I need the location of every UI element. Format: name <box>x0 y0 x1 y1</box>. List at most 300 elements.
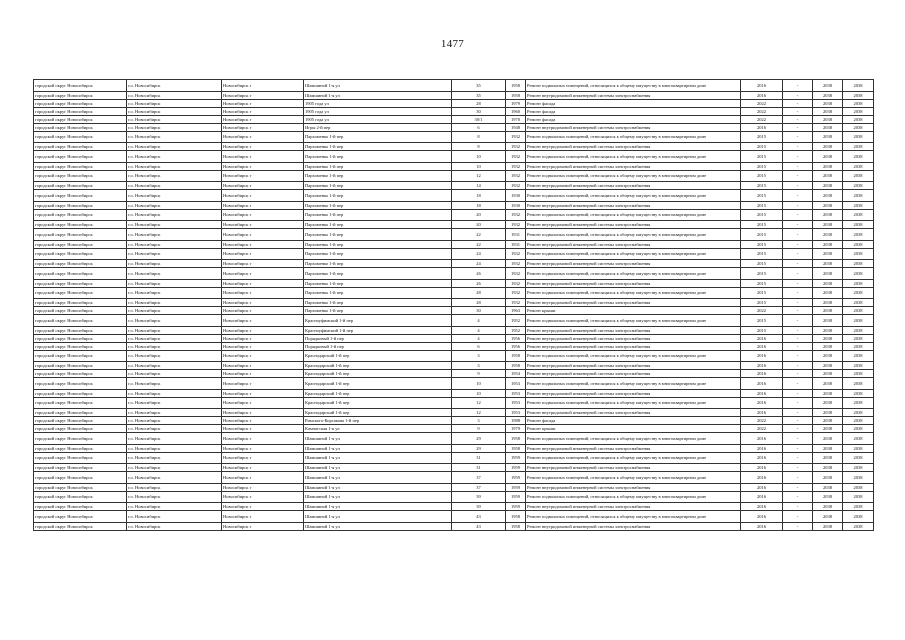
year-cell-a: 2038 <box>813 115 843 123</box>
house-number-cell: 26 <box>452 279 506 287</box>
build-year-cell: 1959 <box>506 483 526 491</box>
house-number-cell: 4 <box>452 315 506 327</box>
city-cell: Новосибирск г <box>222 209 304 221</box>
year-cell-b: 2038 <box>843 190 874 202</box>
street-cell: Краснодарский 1-й пер <box>304 350 452 362</box>
plan-year-cell: 2015 <box>741 201 783 209</box>
table-row <box>34 279 874 287</box>
build-year-cell: 1963 <box>506 307 526 315</box>
work-type-cell: Ремонт подвальных помещений, относящихся к общему имуществу в многоквартирном доме <box>526 350 741 362</box>
municipality-cell: городской округ Новосибирск <box>34 362 127 370</box>
dash-cell: - <box>783 209 813 221</box>
city-cell: Новосибирск г <box>222 433 304 445</box>
year-cell-b: 2038 <box>843 268 874 280</box>
municipality-cell: городской округ Новосибирск <box>34 209 127 221</box>
city-cell: Новосибирск г <box>222 397 304 409</box>
street-cell: 1905 года ул <box>304 107 452 115</box>
year-cell-a: 2038 <box>813 433 843 445</box>
municipality-cell: городской округ Новосибирск <box>34 268 127 280</box>
year-cell-b: 2038 <box>843 248 874 260</box>
build-year-cell: 1932 <box>506 151 526 163</box>
house-number-cell: 24 <box>452 248 506 260</box>
work-type-cell: Ремонт внутридомовой инженерной системы электроснабжения <box>526 260 741 268</box>
street-cell: Пархоменко 1-й пер <box>304 131 452 143</box>
municipality-cell: городской округ Новосибирск <box>34 182 127 190</box>
city-cell: Новосибирск г <box>222 342 304 350</box>
year-cell-a: 2038 <box>813 279 843 287</box>
city-cell: Новосибирск г <box>222 378 304 390</box>
table-row <box>34 433 874 445</box>
year-cell-b: 2038 <box>843 91 874 99</box>
street-cell: Шамшиной 1-я ул <box>304 433 452 445</box>
build-year-cell: 1959 <box>506 503 526 511</box>
work-type-cell: Ремонт подвальных помещений, относящихся к общему имуществу в многоквартирном доме <box>526 151 741 163</box>
city-cell: Новосибирск г <box>222 131 304 143</box>
settlement-cell: г.о. Новосибирск <box>127 80 222 92</box>
plan-year-cell: 2015 <box>741 209 783 221</box>
settlement-cell: г.о. Новосибирск <box>127 452 222 464</box>
dash-cell: - <box>783 362 813 370</box>
street-cell: Порядковый 1-й пер <box>304 334 452 342</box>
year-cell-a: 2038 <box>813 299 843 307</box>
settlement-cell: г.о. Новосибирск <box>127 287 222 299</box>
work-type-cell: Ремонт внутридомовой инженерной системы электроснабжения <box>526 464 741 472</box>
settlement-cell: г.о. Новосибирск <box>127 389 222 397</box>
build-year-cell: 1948 <box>506 123 526 131</box>
table-row <box>34 229 874 241</box>
municipality-cell: городской округ Новосибирск <box>34 279 127 287</box>
settlement-cell: г.о. Новосибирск <box>127 190 222 202</box>
work-type-cell: Ремонт крыши <box>526 425 741 433</box>
city-cell: Новосибирск г <box>222 143 304 151</box>
work-type-cell: Ремонт внутридомовой инженерной системы электроснабжения <box>526 162 741 170</box>
city-cell: Новосибирск г <box>222 260 304 268</box>
house-number-cell: 12 <box>452 409 506 417</box>
city-cell: Новосибирск г <box>222 472 304 484</box>
house-number-cell: 39 <box>452 503 506 511</box>
build-year-cell: 1932 <box>506 287 526 299</box>
year-cell-a: 2038 <box>813 350 843 362</box>
municipality-cell: городской округ Новосибирск <box>34 409 127 417</box>
settlement-cell: г.о. Новосибирск <box>127 334 222 342</box>
page-number: 1477 <box>440 38 465 50</box>
plan-year-cell: 2016 <box>741 378 783 390</box>
dash-cell: - <box>783 444 813 452</box>
table-row <box>34 131 874 143</box>
table-row <box>34 260 874 268</box>
settlement-cell: г.о. Новосибирск <box>127 240 222 248</box>
settlement-cell: г.о. Новосибирск <box>127 417 222 425</box>
table-row <box>34 107 874 115</box>
work-type-cell: Ремонт внутридомовой инженерной системы электроснабжения <box>526 182 741 190</box>
settlement-cell: г.о. Новосибирск <box>127 151 222 163</box>
street-cell: Пархоменко 1-й пер <box>304 260 452 268</box>
street-cell: Краснодарский 1-й пер <box>304 378 452 390</box>
work-type-cell: Ремонт внутридомовой инженерной системы электроснабжения <box>526 91 741 99</box>
municipality-cell: городской округ Новосибирск <box>34 491 127 503</box>
table-row <box>34 472 874 484</box>
city-cell: Новосибирск г <box>222 123 304 131</box>
city-cell: Новосибирск г <box>222 307 304 315</box>
table-row <box>34 190 874 202</box>
year-cell-a: 2038 <box>813 444 843 452</box>
work-type-cell: Ремонт подвальных помещений, относящихся к общему имуществу в многоквартирном доме <box>526 131 741 143</box>
work-type-cell: Ремонт подвальных помещений, относящихся к общему имуществу в многоквартирном доме <box>526 511 741 523</box>
dash-cell: - <box>783 326 813 334</box>
build-year-cell: 1958 <box>506 350 526 362</box>
city-cell: Новосибирск г <box>222 221 304 229</box>
year-cell-b: 2038 <box>843 143 874 151</box>
municipality-cell: городской округ Новосибирск <box>34 472 127 484</box>
settlement-cell: г.о. Новосибирск <box>127 99 222 107</box>
table-row <box>34 350 874 362</box>
year-cell-a: 2038 <box>813 91 843 99</box>
settlement-cell: г.о. Новосибирск <box>127 107 222 115</box>
work-type-cell: Ремонт внутридомовой инженерной системы электроснабжения <box>526 362 741 370</box>
year-cell-b: 2038 <box>843 362 874 370</box>
dash-cell: - <box>783 425 813 433</box>
city-cell: Новосибирск г <box>222 91 304 99</box>
year-cell-b: 2038 <box>843 209 874 221</box>
plan-year-cell: 2015 <box>741 240 783 248</box>
settlement-cell: г.о. Новосибирск <box>127 131 222 143</box>
street-cell: Пархоменко 1-й пер <box>304 221 452 229</box>
street-cell: Красноуфимский 1-й пер <box>304 315 452 327</box>
house-number-cell: 30 <box>452 307 506 315</box>
settlement-cell: г.о. Новосибирск <box>127 279 222 287</box>
house-number-cell: 10 <box>452 162 506 170</box>
plan-year-cell: 2022 <box>741 107 783 115</box>
year-cell-b: 2038 <box>843 162 874 170</box>
municipality-cell: городской округ Новосибирск <box>34 397 127 409</box>
street-cell: Пархоменко 1-й пер <box>304 307 452 315</box>
work-type-cell: Ремонт внутридомовой инженерной системы электроснабжения <box>526 342 741 350</box>
table-row <box>34 91 874 99</box>
year-cell-a: 2038 <box>813 162 843 170</box>
city-cell: Новосибирск г <box>222 115 304 123</box>
settlement-cell: г.о. Новосибирск <box>127 143 222 151</box>
dash-cell: - <box>783 107 813 115</box>
build-year-cell: 1932 <box>506 248 526 260</box>
year-cell-b: 2038 <box>843 389 874 397</box>
dash-cell: - <box>783 182 813 190</box>
work-type-cell: Ремонт внутридомовой инженерной системы электроснабжения <box>526 522 741 530</box>
year-cell-b: 2038 <box>843 334 874 342</box>
dash-cell: - <box>783 170 813 182</box>
year-cell-a: 2038 <box>813 131 843 143</box>
house-number-cell: 29 <box>452 444 506 452</box>
year-cell-a: 2038 <box>813 511 843 523</box>
house-number-cell: 20 <box>452 221 506 229</box>
house-number-cell: 28 <box>452 99 506 107</box>
settlement-cell: г.о. Новосибирск <box>127 472 222 484</box>
settlement-cell: г.о. Новосибирск <box>127 115 222 123</box>
house-number-cell: 6 <box>452 123 506 131</box>
year-cell-b: 2038 <box>843 123 874 131</box>
year-cell-b: 2038 <box>843 260 874 268</box>
plan-year-cell: 2015 <box>741 299 783 307</box>
build-year-cell: 1958 <box>506 433 526 445</box>
table-row <box>34 123 874 131</box>
settlement-cell: г.о. Новосибирск <box>127 425 222 433</box>
year-cell-b: 2038 <box>843 342 874 350</box>
municipality-cell: городской округ Новосибирск <box>34 315 127 327</box>
city-cell: Новосибирск г <box>222 417 304 425</box>
municipality-cell: городской округ Новосибирск <box>34 260 127 268</box>
table-row <box>34 287 874 299</box>
house-number-cell: 4 <box>452 326 506 334</box>
work-type-cell: Ремонт внутридомовой инженерной системы электроснабжения <box>526 334 741 342</box>
dash-cell: - <box>783 248 813 260</box>
municipality-cell: городской округ Новосибирск <box>34 131 127 143</box>
city-cell: Новосибирск г <box>222 190 304 202</box>
year-cell-b: 2038 <box>843 464 874 472</box>
year-cell-b: 2038 <box>843 279 874 287</box>
build-year-cell: 1932 <box>506 268 526 280</box>
plan-year-cell: 2016 <box>741 433 783 445</box>
plan-year-cell: 2015 <box>741 315 783 327</box>
table-row <box>34 240 874 248</box>
build-year-cell: 1960 <box>506 107 526 115</box>
year-cell-b: 2038 <box>843 452 874 464</box>
dash-cell: - <box>783 221 813 229</box>
city-cell: Новосибирск г <box>222 315 304 327</box>
year-cell-b: 2038 <box>843 425 874 433</box>
settlement-cell: г.о. Новосибирск <box>127 378 222 390</box>
table-row <box>34 522 874 530</box>
municipality-cell: городской округ Новосибирск <box>34 115 127 123</box>
build-year-cell: 1988 <box>506 417 526 425</box>
dash-cell: - <box>783 201 813 209</box>
year-cell-a: 2038 <box>813 378 843 390</box>
year-cell-b: 2038 <box>843 522 874 530</box>
street-cell: Шамшиной 1-я ул <box>304 483 452 491</box>
house-number-cell: 26 <box>452 268 506 280</box>
municipality-cell: городской округ Новосибирск <box>34 503 127 511</box>
city-cell: Новосибирск г <box>222 511 304 523</box>
year-cell-a: 2038 <box>813 326 843 334</box>
dash-cell: - <box>783 409 813 417</box>
work-type-cell: Ремонт внутридомовой инженерной системы электроснабжения <box>526 370 741 378</box>
dash-cell: - <box>783 229 813 241</box>
settlement-cell: г.о. Новосибирск <box>127 503 222 511</box>
year-cell-b: 2038 <box>843 131 874 143</box>
table-row <box>34 389 874 397</box>
municipality-cell: городской округ Новосибирск <box>34 522 127 530</box>
city-cell: Новосибирск г <box>222 107 304 115</box>
street-cell: Краснодарский 1-й пер <box>304 362 452 370</box>
street-cell: Римского-Корсакова 1-й пер <box>304 417 452 425</box>
year-cell-a: 2038 <box>813 107 843 115</box>
table-row <box>34 201 874 209</box>
street-cell: Шамшиной 1-я ул <box>304 452 452 464</box>
build-year-cell: 1932 <box>506 221 526 229</box>
build-year-cell: 1958 <box>506 522 526 530</box>
table-row <box>34 409 874 417</box>
plan-year-cell: 2016 <box>741 511 783 523</box>
dash-cell: - <box>783 268 813 280</box>
build-year-cell: 1931 <box>506 229 526 241</box>
municipality-cell: городской округ Новосибирск <box>34 287 127 299</box>
plan-year-cell: 2016 <box>741 91 783 99</box>
year-cell-b: 2038 <box>843 370 874 378</box>
dash-cell: - <box>783 511 813 523</box>
dash-cell: - <box>783 452 813 464</box>
settlement-cell: г.о. Новосибирск <box>127 170 222 182</box>
city-cell: Новосибирск г <box>222 409 304 417</box>
street-cell: Порядковый 1-й пер <box>304 342 452 350</box>
street-cell: Красноуфимский 1-й пер <box>304 326 452 334</box>
dash-cell: - <box>783 370 813 378</box>
municipality-cell: городской округ Новосибирск <box>34 378 127 390</box>
year-cell-a: 2038 <box>813 425 843 433</box>
table-row <box>34 151 874 163</box>
street-cell: Камчатская 1-я ул <box>304 425 452 433</box>
house-number-cell: 8 <box>452 143 506 151</box>
year-cell-a: 2038 <box>813 389 843 397</box>
house-number-cell: 10 <box>452 151 506 163</box>
dash-cell: - <box>783 260 813 268</box>
plan-year-cell: 2016 <box>741 334 783 342</box>
house-number-cell: 12 <box>452 170 506 182</box>
dash-cell: - <box>783 115 813 123</box>
plan-year-cell: 2015 <box>741 131 783 143</box>
table-row <box>34 397 874 409</box>
municipality-cell: городской округ Новосибирск <box>34 370 127 378</box>
year-cell-a: 2038 <box>813 464 843 472</box>
municipality-cell: городской округ Новосибирск <box>34 425 127 433</box>
work-type-cell: Ремонт внутридомовой инженерной системы электроснабжения <box>526 299 741 307</box>
work-type-cell: Ремонт внутридомовой инженерной системы электроснабжения <box>526 409 741 417</box>
municipality-cell: городской округ Новосибирск <box>34 433 127 445</box>
plan-year-cell: 2016 <box>741 483 783 491</box>
dash-cell: - <box>783 342 813 350</box>
municipality-cell: городской округ Новосибирск <box>34 240 127 248</box>
street-cell: Пархоменко 1-й пер <box>304 279 452 287</box>
year-cell-b: 2038 <box>843 378 874 390</box>
street-cell: Шамшиной 1-я ул <box>304 472 452 484</box>
year-cell-b: 2038 <box>843 151 874 163</box>
work-type-cell: Ремонт подвальных помещений, относящихся к общему имуществу в многоквартирном доме <box>526 315 741 327</box>
year-cell-a: 2038 <box>813 99 843 107</box>
municipality-cell: городской округ Новосибирск <box>34 123 127 131</box>
municipality-cell: городской округ Новосибирск <box>34 389 127 397</box>
table-row <box>34 221 874 229</box>
year-cell-a: 2038 <box>813 80 843 92</box>
city-cell: Новосибирск г <box>222 287 304 299</box>
city-cell: Новосибирск г <box>222 362 304 370</box>
year-cell-a: 2038 <box>813 409 843 417</box>
dash-cell: - <box>783 99 813 107</box>
year-cell-a: 2038 <box>813 143 843 151</box>
work-type-cell: Ремонт фасада <box>526 417 741 425</box>
year-cell-a: 2038 <box>813 334 843 342</box>
house-number-cell: 8 <box>452 131 506 143</box>
street-cell: 1905 года ул <box>304 99 452 107</box>
settlement-cell: г.о. Новосибирск <box>127 268 222 280</box>
plan-year-cell: 2015 <box>741 162 783 170</box>
year-cell-b: 2038 <box>843 350 874 362</box>
plan-year-cell: 2016 <box>741 389 783 397</box>
street-cell: Пархоменко 1-й пер <box>304 240 452 248</box>
house-number-cell: 37 <box>452 472 506 484</box>
build-year-cell: 1979 <box>506 99 526 107</box>
year-cell-b: 2038 <box>843 107 874 115</box>
dash-cell: - <box>783 503 813 511</box>
build-year-cell: 1958 <box>506 91 526 99</box>
year-cell-a: 2038 <box>813 229 843 241</box>
work-type-cell: Ремонт внутридомовой инженерной системы электроснабжения <box>526 326 741 334</box>
work-type-cell: Ремонт подвальных помещений, относящихся к общему имуществу в многоквартирном доме <box>526 229 741 241</box>
build-year-cell: 1930 <box>506 201 526 209</box>
dash-cell: - <box>783 299 813 307</box>
table-row <box>34 417 874 425</box>
table-row <box>34 425 874 433</box>
municipality-cell: городской округ Новосибирск <box>34 444 127 452</box>
year-cell-a: 2038 <box>813 483 843 491</box>
municipality-cell: городской округ Новосибирск <box>34 307 127 315</box>
table-row <box>34 444 874 452</box>
work-type-cell: Ремонт подвальных помещений, относящихся к общему имуществу в многоквартирном доме <box>526 170 741 182</box>
city-cell: Новосибирск г <box>222 464 304 472</box>
build-year-cell: 1953 <box>506 378 526 390</box>
work-type-cell: Ремонт внутридомовой инженерной системы электроснабжения <box>526 143 741 151</box>
work-type-cell: Ремонт фасада <box>526 115 741 123</box>
year-cell-b: 2038 <box>843 240 874 248</box>
work-type-cell: Ремонт внутридомовой инженерной системы электроснабжения <box>526 123 741 131</box>
plan-year-cell: 2022 <box>741 425 783 433</box>
city-cell: Новосибирск г <box>222 240 304 248</box>
year-cell-a: 2038 <box>813 417 843 425</box>
settlement-cell: г.о. Новосибирск <box>127 342 222 350</box>
dash-cell: - <box>783 433 813 445</box>
build-year-cell: 1932 <box>506 170 526 182</box>
build-year-cell: 1932 <box>506 209 526 221</box>
city-cell: Новосибирск г <box>222 425 304 433</box>
house-number-cell: 22 <box>452 229 506 241</box>
table-row <box>34 170 874 182</box>
year-cell-b: 2038 <box>843 511 874 523</box>
municipality-cell: городской округ Новосибирск <box>34 334 127 342</box>
year-cell-b: 2038 <box>843 299 874 307</box>
table-row <box>34 307 874 315</box>
dash-cell: - <box>783 287 813 299</box>
dash-cell: - <box>783 397 813 409</box>
year-cell-b: 2038 <box>843 472 874 484</box>
dash-cell: - <box>783 151 813 163</box>
city-cell: Новосибирск г <box>222 444 304 452</box>
municipality-cell: городской округ Новосибирск <box>34 80 127 92</box>
dash-cell: - <box>783 143 813 151</box>
street-cell: Пархоменко 1-й пер <box>304 170 452 182</box>
city-cell: Новосибирск г <box>222 389 304 397</box>
work-type-cell: Ремонт фасада <box>526 99 741 107</box>
year-cell-a: 2038 <box>813 315 843 327</box>
house-number-cell: 3 <box>452 350 506 362</box>
plan-year-cell: 2015 <box>741 221 783 229</box>
municipality-cell: городской округ Новосибирск <box>34 342 127 350</box>
house-number-cell: 30/1 <box>452 115 506 123</box>
dash-cell: - <box>783 240 813 248</box>
city-cell: Новосибирск г <box>222 229 304 241</box>
house-number-cell: 29 <box>452 433 506 445</box>
house-number-cell: 9 <box>452 425 506 433</box>
year-cell-b: 2038 <box>843 287 874 299</box>
street-cell: Пархоменко 1-й пер <box>304 299 452 307</box>
plan-year-cell: 2016 <box>741 123 783 131</box>
settlement-cell: г.о. Новосибирск <box>127 91 222 99</box>
dash-cell: - <box>783 350 813 362</box>
